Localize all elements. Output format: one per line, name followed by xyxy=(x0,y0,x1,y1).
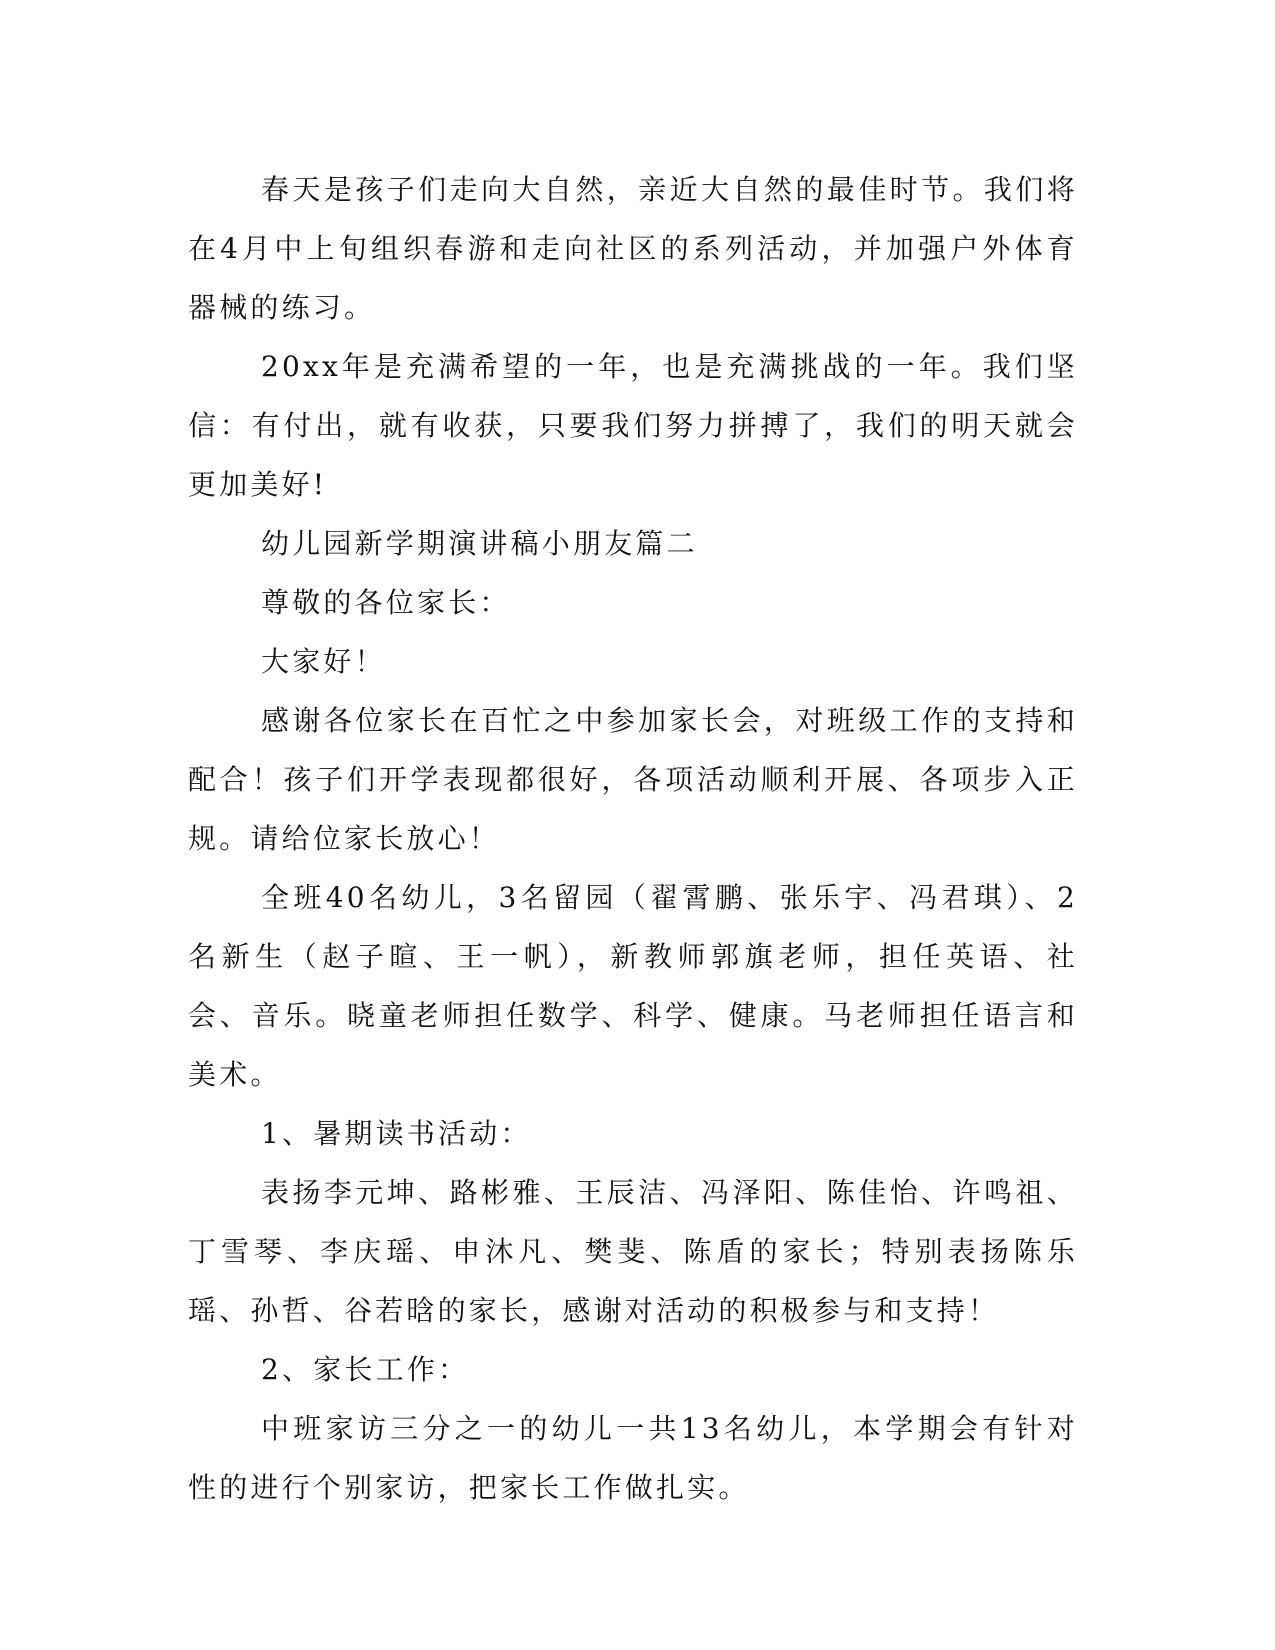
paragraph-commendations: 表扬李元坤、路彬雅、王辰洁、冯泽阳、陈佳怡、许鸣祖、丁雪琴、李庆瑶、申沐凡、樊斐、陈盾的家长；特别表扬陈乐瑶、孙哲、谷若晗的家长，感谢对活动的积极参与和支持！ xyxy=(188,1176,1078,1327)
heading-summer-reading: 1、暑期读书活动： xyxy=(261,1117,532,1150)
paragraph-spring-activities: 春天是孩子们走向大自然，亲近大自然的最佳时节。我们将在4月中上旬组织春游和走向社区的系列活动，并加强户外体育器械的练习。 xyxy=(188,173,1078,324)
document-body xyxy=(188,160,1078,1517)
paragraph-thanks: 感谢各位家长在百忙之中参加家长会，对班级工作的支持和配合！孩子们开学表现都很好，各项活动顺利开展、各项步入正规。请给位家长放心！ xyxy=(188,704,1078,855)
paragraph-class-overview: 全班40名幼儿，3名留园（翟霄鹏、张乐宇、冯君琪）、2名新生（赵子暄、王一帆），新教师郭旗老师，担任英语、社会、音乐。晓童老师担任数学、科学、健康。马老师担任语言和美术。 xyxy=(188,881,1078,1091)
section-title: 幼儿园新学期演讲稿小朋友篇二 xyxy=(261,527,698,560)
heading-parent-work: 2、家长工作： xyxy=(261,1353,470,1386)
paragraph-home-visits: 中班家访三分之一的幼儿一共13名幼儿，本学期会有针对性的进行个别家访，把家长工作做扎实。 xyxy=(188,1412,1078,1504)
salutation: 尊敬的各位家长： xyxy=(261,586,511,619)
paragraph-new-year-hope: 20xx年是充满希望的一年，也是充满挑战的一年。我们坚信：有付出，就有收获，只要我们努力拼搏了，我们的明天就会更加美好! xyxy=(188,350,1078,501)
greeting: 大家好！ xyxy=(261,645,386,678)
